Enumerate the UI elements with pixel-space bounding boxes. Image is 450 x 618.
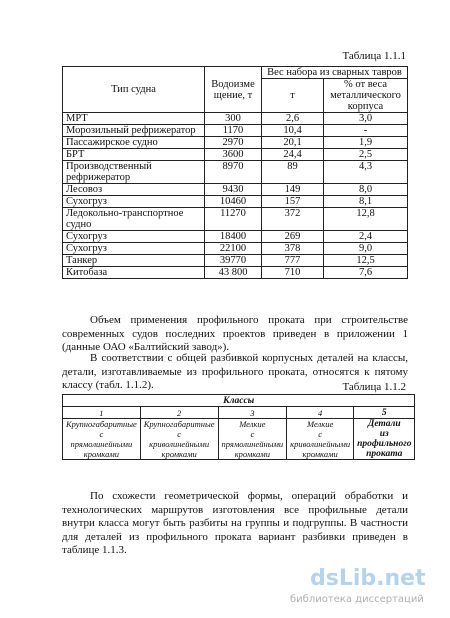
cell-pct: 2,4	[324, 231, 408, 243]
cell-disp: 8970	[205, 161, 262, 184]
cell-type: Пассажирское судно	[63, 137, 205, 149]
paragraph-1-text: Объем применения профильного проката при строительстве современных судов последних проектов приведен в приложении 1 (данные ОАО «Балтийский завод»).	[62, 314, 408, 353]
class-4-line: Мелкие	[307, 419, 334, 429]
cell-disp: 1170	[205, 125, 262, 137]
header-percent: % от веса металлического корпуса	[324, 79, 408, 113]
cell-pct: 9,0	[324, 243, 408, 255]
cell-pct: 3,0	[324, 113, 408, 125]
classes-table	[62, 394, 415, 460]
table-row	[63, 113, 408, 125]
class-number: 3	[218, 407, 287, 419]
cell-pct: 7,6	[324, 267, 408, 279]
class-2-description	[140, 419, 218, 460]
table-row	[63, 125, 408, 137]
cell-t: 378	[262, 243, 324, 255]
class-number: 4	[287, 407, 354, 419]
cell-disp: 18400	[205, 231, 262, 243]
cell-disp: 9430	[205, 184, 262, 196]
ship-table	[62, 66, 408, 279]
table-row	[63, 184, 408, 196]
cell-type: Производственный рефрижератор	[63, 161, 205, 184]
table2-caption: Таблица 1.1.2	[342, 381, 406, 393]
cell-pct: 2,5	[324, 149, 408, 161]
table-row	[63, 243, 408, 255]
class-3-line: Мелкие	[239, 419, 266, 429]
cell-t: 269	[262, 231, 324, 243]
cell-t: 777	[262, 255, 324, 267]
paragraph-2-text: В соответствии с общей разбивкой корпусных деталей на классы, детали, изготавливаемые из профильного проката, относятся к пятому классу (табл. 1.1.2).	[62, 352, 408, 391]
cell-disp: 39770	[205, 255, 262, 267]
class-number: 5	[354, 407, 415, 419]
cell-type: Морозильный рефрижератор	[63, 125, 205, 137]
class-3-line: прямолинейными	[221, 439, 284, 449]
table-row	[63, 255, 408, 267]
header-displacement: Водоизме щение, т	[205, 67, 262, 113]
cell-t: 24,4	[262, 149, 324, 161]
class-1-line: кромками	[83, 449, 120, 459]
class-2-line: кромками	[161, 449, 197, 459]
class-4-line: с	[318, 429, 323, 439]
paragraph-3	[62, 490, 408, 558]
cell-disp: 11270	[205, 208, 262, 231]
cell-t: 89	[262, 161, 324, 184]
table-row	[63, 267, 408, 279]
cell-t: 372	[262, 208, 324, 231]
class-4-line: кромками	[302, 449, 338, 459]
cell-pct: 8,0	[324, 184, 408, 196]
cell-pct: 1,9	[324, 137, 408, 149]
class-1-line: прямолинейными	[70, 439, 133, 449]
header-t: т	[262, 79, 324, 113]
class-4-line: криволинейными	[290, 439, 351, 449]
class-2-line: с	[177, 429, 182, 439]
cell-t: 710	[262, 267, 324, 279]
class-2-line: криволинейными	[149, 439, 210, 449]
cell-t: 157	[262, 196, 324, 208]
table1-caption: Таблица 1.1.1	[342, 50, 406, 62]
watermark-subtitle: библиотека диссертаций	[290, 594, 424, 605]
cell-type: МРТ	[63, 113, 205, 125]
cell-pct: 4,3	[324, 161, 408, 184]
class-2-line: Крупногабаритные	[143, 419, 215, 429]
cell-pct: 8,1	[324, 196, 408, 208]
class-5-description	[354, 419, 415, 460]
class-5-line: из профильного	[357, 429, 412, 449]
cell-t: 10,4	[262, 125, 324, 137]
class-3-line: кромками	[234, 449, 270, 459]
class-number: 1	[63, 407, 141, 419]
header-weight-group: Вес набора из сварных тавров	[262, 67, 408, 79]
class-3-line: с	[250, 429, 255, 439]
class-4-description	[287, 419, 354, 460]
cell-type: Ледокольно-транспортное судно	[63, 208, 205, 231]
cell-t: 149	[262, 184, 324, 196]
class-1-description	[63, 419, 141, 460]
class-5-line: Детали	[367, 419, 401, 429]
class-5-line: проката	[366, 449, 403, 459]
table-row	[63, 208, 408, 231]
cell-type: Китобаза	[63, 267, 205, 279]
cell-type: Сухогруз	[63, 196, 205, 208]
cell-type: Лесовоз	[63, 184, 205, 196]
class-1-line: с	[99, 429, 104, 439]
cell-type: БРТ	[63, 149, 205, 161]
header-ship-type: Тип судна	[63, 67, 205, 113]
cell-disp: 300	[205, 113, 262, 125]
table-row	[63, 196, 408, 208]
table-row	[63, 137, 408, 149]
table-row	[63, 161, 408, 184]
cell-pct: -	[324, 125, 408, 137]
table-row	[63, 231, 408, 243]
cell-disp: 43 800	[205, 267, 262, 279]
cell-type: Танкер	[63, 255, 205, 267]
cell-type: Сухогруз	[63, 243, 205, 255]
cell-t: 20,1	[262, 137, 324, 149]
cell-disp: 10460	[205, 196, 262, 208]
cell-pct: 12,8	[324, 208, 408, 231]
table-row	[63, 149, 408, 161]
classes-title: Классы	[63, 395, 415, 407]
cell-disp: 22100	[205, 243, 262, 255]
class-3-description	[218, 419, 287, 460]
paragraph-1	[62, 314, 408, 355]
watermark-logo: dsLib.net	[310, 566, 426, 591]
class-number: 2	[140, 407, 218, 419]
paragraph-3-text: По схожести геометрической формы, операций обработки и технологических маршрутов изготовления все профильные детали внутри класса могут быть разбиты на группы и подгруппы. В частности для деталей из профильного проката вариант разбивки приведен в таблице 1.1.3.	[62, 490, 408, 556]
cell-disp: 2970	[205, 137, 262, 149]
cell-disp: 3600	[205, 149, 262, 161]
class-1-line: Крупногабаритные	[66, 419, 137, 429]
cell-type: Сухогруз	[63, 231, 205, 243]
cell-t: 2,6	[262, 113, 324, 125]
cell-pct: 12,5	[324, 255, 408, 267]
